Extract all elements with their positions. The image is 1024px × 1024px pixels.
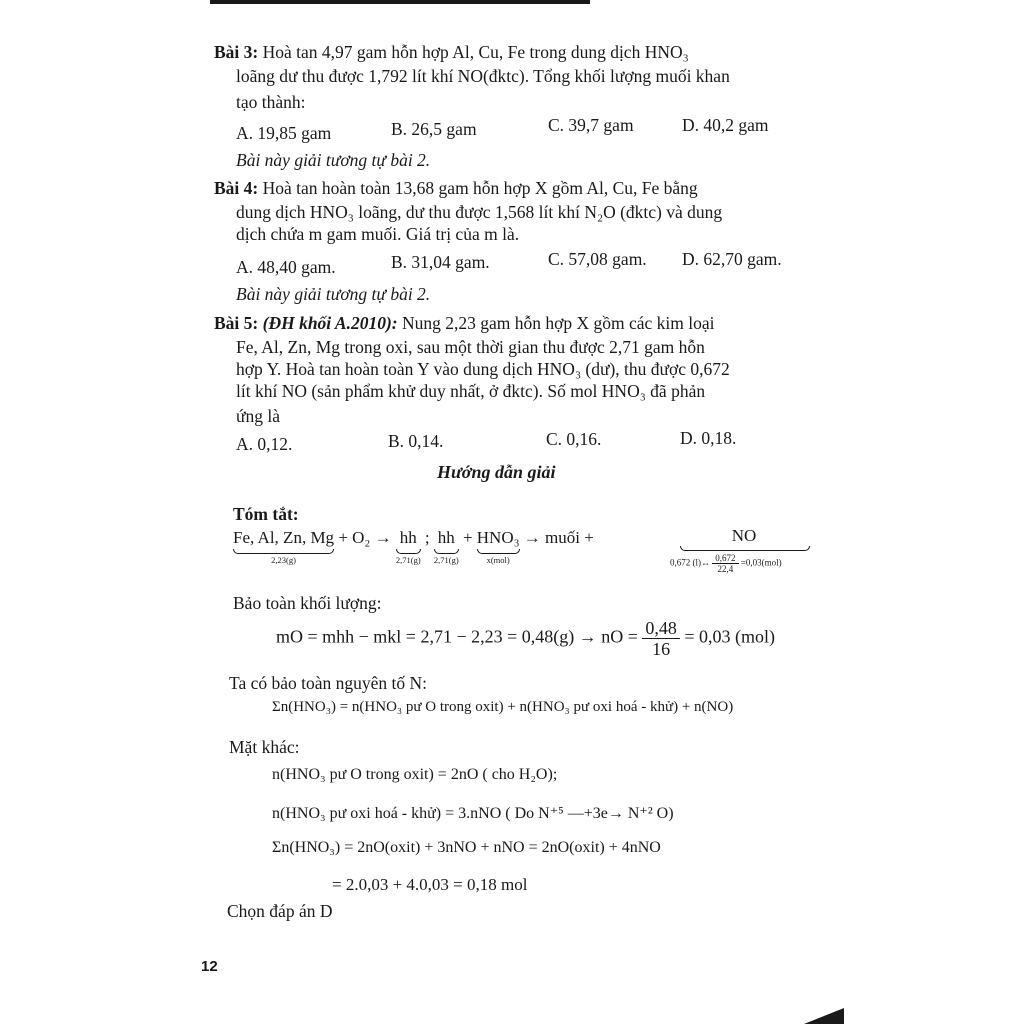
element-conservation-label: Ta có bảo toàn nguyên tố N: <box>229 673 428 693</box>
summary-reaction: Fe, Al, Zn, Mg 2,23(g) + O₂ → hh 2,71(g) ; hh 2,71(g) + HNO₃ x(mol) → muối + <box>233 528 594 565</box>
hh-brace-1: hh 2,71(g) <box>395 528 421 565</box>
problem-5-line-4: lít khí NO (sản phẩm khử duy nhất, ở đktc). Số mol HNO₃ đã phản <box>236 381 706 401</box>
problem-3-line-1: Bài 3: Hoà tan 4,97 gam hỗn hợp Al, Cu, Fe trong dung dịch HNO₃ <box>214 42 689 62</box>
top-border <box>210 0 590 4</box>
sum-equation: Σn(HNO₃) = n(HNO₃ pư O trong oxit) + n(HNO₃ pư oxi hoá - khử) + n(NO) <box>272 699 734 715</box>
equation-2: n(HNO₃ pư oxi hoá - khử) = 3.nNO ( Do N⁺⁵ —+3e→ N⁺² O) <box>272 805 674 822</box>
salt-text: → muối + <box>523 528 594 547</box>
problem-4-option-b: B. 31,04 gam. <box>391 252 490 272</box>
problem-3-note: Bài này giải tương tự bài 2. <box>236 150 431 170</box>
summary-label: Tóm tắt: <box>233 504 299 524</box>
problem-4-option-a: A. 48,40 gam. <box>236 257 336 277</box>
problem-5-line-5: ứng là <box>236 406 280 426</box>
problem-3-option-c: C. 39,7 gam <box>548 115 634 135</box>
equation-3: Σn(HNO₃) = 2nO(oxit) + 3nNO + nNO = 2nO(oxit) + 4nNO <box>272 839 661 856</box>
hno3-brace: HNO₃ x(mol) <box>476 528 520 565</box>
mass-conservation-label: Bảo toàn khối lượng: <box>233 593 382 613</box>
problem-4-option-d: D. 62,70 gam. <box>682 249 782 269</box>
mass-equation: mO = mhh − mkl = 2,71 − 2,23 = 0,48(g) → nO = $\frac{0,48}{16}$ = 0,03 (mol) <box>276 618 776 659</box>
problem-3-line-3: tạo thành: <box>236 92 306 112</box>
no-brace: NO 0,672 (l)↔ $\frac{0,672}{22,4}$ =0,03(mol) <box>670 526 810 574</box>
other-label: Mặt khác: <box>229 737 300 757</box>
problem-5-option-c: C. 0,16. <box>546 429 602 449</box>
problem-5-option-d: D. 0,18. <box>680 428 737 448</box>
problem-5-option-a: A. 0,12. <box>236 434 293 454</box>
problem-4-line-1: Bài 4: Hoà tan hoàn toàn 13,68 gam hỗn hợp X gồm Al, Cu, Fe bằng <box>214 178 698 198</box>
page-number: 12 <box>201 958 218 975</box>
problem-4-option-c: C. 57,08 gam. <box>548 249 647 269</box>
problem-5-line-3: hợp Y. Hoà tan hoàn toàn Y vào dung dịch HNO₃ (dư), thu được 0,672 <box>236 359 730 379</box>
metals-brace: Fe, Al, Zn, Mg 2,23(g) <box>233 528 335 565</box>
solution-title: Hướng dẫn giải <box>437 462 556 482</box>
o2-text: + O₂ → <box>338 528 392 547</box>
problem-3-option-b: B. 26,5 gam <box>391 119 477 139</box>
problem-3-option-d: D. 40,2 gam <box>682 115 769 135</box>
equation-4: = 2.0,03 + 4.0,03 = 0,18 mol <box>332 875 528 894</box>
problem-3-line-2: loãng dư thu được 1,792 lít khí NO(đktc). Tổng khối lượng muối khan <box>236 66 730 86</box>
problem-5-line-1: Bài 5: (ĐH khối A.2010): Nung 2,23 gam hỗn hợp X gồm các kim loại <box>214 313 715 333</box>
equation-1: n(HNO₃ pư O trong oxit) = 2nO ( cho H₂O); <box>272 766 558 783</box>
problem-3-option-a: A. 19,85 gam <box>236 123 332 143</box>
corner-mark <box>804 1008 844 1024</box>
problem-5-option-b: B. 0,14. <box>388 431 444 451</box>
hh-brace-2: hh 2,71(g) <box>433 528 459 565</box>
answer: Chọn đáp án D <box>227 901 333 921</box>
problem-4-note: Bài này giải tương tự bài 2. <box>236 284 431 304</box>
problem-4-line-3: dịch chứa m gam muối. Giá trị của m là. <box>236 224 520 244</box>
problem-5-line-2: Fe, Al, Zn, Mg trong oxi, sau một thời gian thu được 2,71 gam hỗn <box>236 337 705 357</box>
problem-4-line-2: dung dịch HNO₃ loãng, dư thu được 1,568 lít khí N₂O (đktc) và dung <box>236 202 723 222</box>
